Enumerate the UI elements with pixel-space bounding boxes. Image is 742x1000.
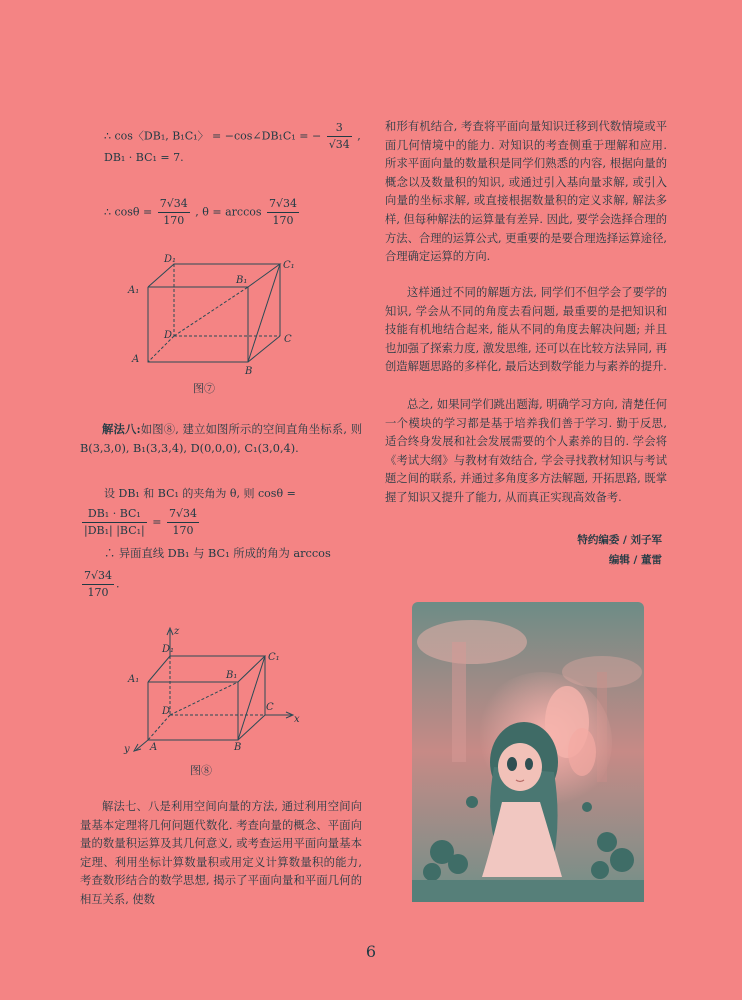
fairy-illustration — [412, 602, 644, 902]
label-D: D — [164, 330, 173, 341]
eq1-fraction: $\frac{3}{√34}$ — [328, 121, 350, 151]
label-D1: D₁ — [162, 644, 175, 655]
page-number: 6 — [365, 942, 377, 961]
axis-y: y — [124, 744, 130, 755]
label-A: A — [132, 354, 140, 365]
label-B: B — [245, 366, 253, 377]
method-8-angle-line: 设 DB₁ 和 BC₁ 的夹角为 θ, 则 cosθ = — [104, 487, 296, 500]
conclusion-fraction: $\frac{7√34}{170}$ . — [84, 569, 120, 599]
equation-dot-product: DB₁ · BC₁ = 7. — [104, 151, 184, 164]
credit-editor-committee: 特约编委 / 刘子军 — [577, 534, 662, 546]
figure-8-caption: 图⑧ — [190, 764, 212, 777]
label-A1: A₁ — [128, 285, 140, 296]
conclusion-line: ∴ 异面直线 DB₁ 与 BC₁ 所成的角为 arccos — [104, 547, 331, 560]
right-paragraph-1: 和形有机结合, 考查将平面向量知识迁移到代数情境或平面几何情境中的能力. 对知识的考查侧重于理解和应用. 所求平面向量的数量积是同学们熟悉的内容, 根据向量的概念以及数量积的知识, 或通过引入基向量求解, 或引入向量的坐标求解, 或直接根据数量积的定义求解, 解法多样, 但每种解法的运算量有差异. 因此, 要学会选择合理的方法、合理的运算公式, 更重要的是要合理选择运算途径, 合理确定运算的方向. — [385, 120, 667, 264]
label-B1: B₁ — [236, 275, 248, 286]
figure-7-cuboid — [120, 250, 310, 380]
label-A: A — [150, 742, 158, 753]
credit-editor: 编辑 / 董雷 — [608, 554, 662, 566]
label-A1: A₁ — [128, 674, 140, 685]
label-B1: B₁ — [226, 670, 238, 681]
right-paragraph-2: 这样通过不同的解题方法, 同学们不但学会了要学的知识, 学会从不同的角度去看问题, 最重要的是把知识和技能有机地结合起来, 能从不同的角度去解决问题; 并且也加强了探索力度, 激发思维, 还可以在比较方法异同, 再创造解题思路的多样化, 最后达到数学能力与素养的提升. — [385, 286, 667, 374]
right-paragraph-3: 总之, 如果同学们跳出题海, 明确学习方向, 清楚任何一个模块的学习都是基于培养我们善于学习. 勤于反思, 适合终身发展和社会发展需要的个人素养的目的. 学会将《考试大纲》与教材有效结合, 学会寻找教材知识与考试题之间的联系, 并通过多角度多方法解题, 开拓思路, 既掌握了知识又提升了能力, 从而真正实现高效备考. — [385, 398, 667, 504]
method-8-label: 解法八: — [102, 422, 141, 436]
eq1-text: ∴ cos〈DB₁, B₁C₁〉 = −cos∠DB₁C₁ = − — [104, 129, 322, 143]
axis-x: x — [294, 714, 300, 725]
figure-7-caption: 图⑦ — [193, 382, 215, 395]
equation-cos-angle: ∴ cos〈DB₁, B₁C₁〉 = −cos∠DB₁C₁ = − $\frac{3}{√34}$ , — [104, 121, 361, 151]
figure-8-cuboid-axes — [120, 622, 310, 762]
eq3-fraction-2: $\frac{7√34}{170}$ — [269, 197, 298, 227]
summary-methods-7-8: 解法七、八是利用空间向量的方法, 通过利用空间向量基本定理将几何问题代数化. 考查向量的概念、平面向量的数量积运算及其几何意义, 或考查运用平面向量基本定理、利用坐标计算数量积或用定义计算数量积的能力, 考查数形结合的数学思想, 揭示了平面向量和平面几何的相互关系, 使数 — [80, 800, 362, 906]
method-8-paragraph: 解法八:如图⑧, 建立如图所示的空间直角坐标系, 则 B(3,3,0), B₁(3,3,4), D(0,0,0), C₁(3,0,4). — [80, 422, 363, 455]
eq3-fraction-1: $\frac{7√34}{170}$ — [159, 197, 188, 227]
method-8-fraction: $\frac{\text{DB₁ · BC₁}}{\text{|DB₁| |BC₁|}}$ = $\frac{7√34}{170}$ — [84, 507, 197, 537]
label-D: D — [162, 706, 171, 717]
label-B: B — [234, 742, 242, 753]
equation-cos-theta: ∴ cosθ = $\frac{7√34}{170}$ , θ = arccos $\frac{7√34}{170}$ — [104, 197, 298, 227]
label-C: C — [266, 702, 274, 713]
label-C1: C₁ — [283, 260, 295, 271]
label-C1: C₁ — [268, 652, 280, 663]
label-D1: D₁ — [164, 254, 177, 265]
axis-z: z — [174, 626, 180, 637]
label-C: C — [284, 334, 292, 345]
